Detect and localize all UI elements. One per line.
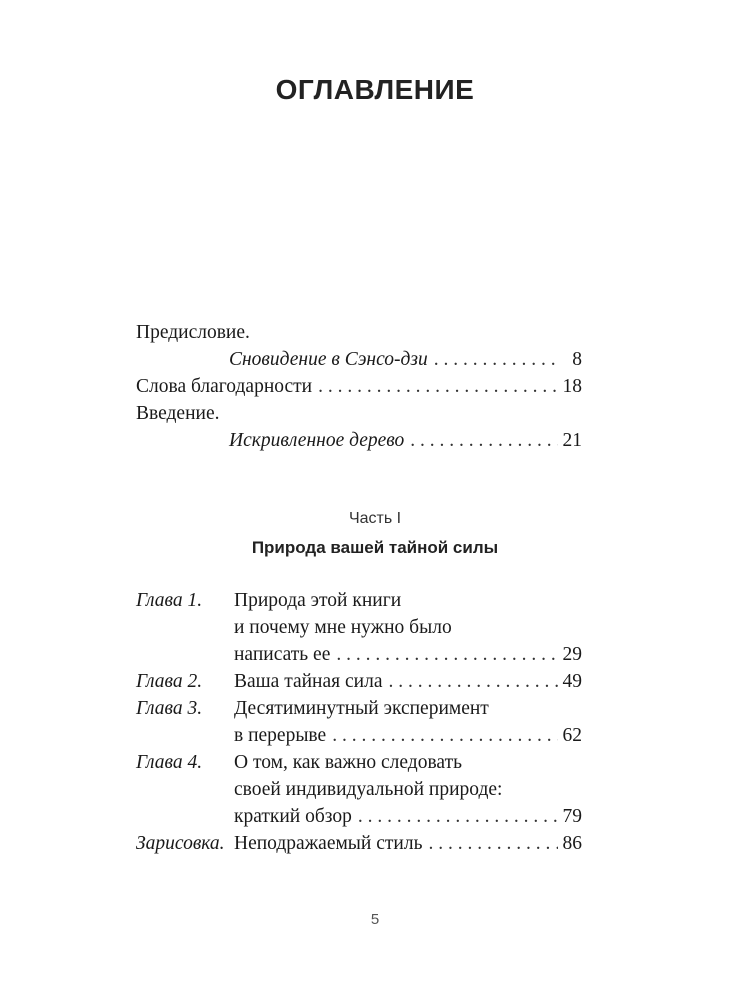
toc-entry-title: Предисловие. [136,322,250,343]
toc-page-number: 62 [562,725,582,746]
chapter-title-line: Ваша тайная сила [234,671,383,692]
toc-entry-title: Введение. [136,403,220,424]
toc-chapter-2[interactable] [136,669,582,695]
part-title: Природа вашей тайной силы [251,538,499,557]
toc-chapter-1-end[interactable] [136,642,582,668]
dot-leader [388,669,558,695]
toc-entry-title: Слова благодарности [136,376,313,397]
dot-leader [434,347,558,373]
chapter-label: Глава 4. [136,752,203,773]
chapter-label: Глава 1. [136,590,203,611]
toc-entry-introduction-sub[interactable] [136,428,582,454]
toc-page-number: 8 [572,349,582,370]
dot-leader [318,374,558,400]
chapter-title-line: написать ее [234,644,331,665]
toc-chapter-1-cont[interactable] [136,615,582,641]
chapter-label: Зарисовка. [136,833,225,854]
chapter-title-line: в перерыве [234,725,327,746]
toc-page-number: 21 [562,430,582,451]
dot-leader [410,428,558,454]
chapter-label: Глава 2. [136,671,203,692]
chapter-title-line: Неподражаемый стиль [234,833,423,854]
toc-page-number: 79 [562,806,582,827]
toc-chapter-3-end[interactable] [136,723,582,749]
toc-entry-subtitle: Сновидение в Сэнсо-дзи [229,349,428,370]
chapter-label: Глава 3. [136,698,203,719]
toc-entry-preface-sub[interactable] [136,347,582,373]
chapter-title-line: своей индивидуальной природе: [234,779,503,800]
chapter-title-line: Десятиминутный эксперимент [234,698,489,719]
page-title: ОГЛАВЛЕНИЕ [275,74,475,105]
chapter-title-line: и почему мне нужно было [234,617,452,638]
toc-chapter-4-cont[interactable] [136,777,582,803]
toc-chapter-4[interactable] [136,750,582,776]
toc-page-number: 49 [562,671,582,692]
toc-chapter-3[interactable] [136,696,582,722]
dot-leader [332,723,558,749]
page-number: 5 [370,911,380,928]
toc-page-number: 18 [562,376,582,397]
toc-entry-acknowledgements[interactable] [136,374,582,400]
dot-leader [428,831,558,857]
chapter-title-line: краткий обзор [234,806,352,827]
toc-chapter-1[interactable] [136,588,582,614]
chapter-title-line: О том, как важно следовать [234,752,462,773]
dot-leader [358,804,558,830]
toc-page-number: 29 [562,644,582,665]
chapter-title-line: Природа этой книги [234,590,402,611]
toc-chapter-4-end[interactable] [136,804,582,830]
toc-page-number: 86 [562,833,582,854]
dot-leader [336,642,558,668]
part-label: Часть I [348,510,402,527]
toc-entry-introduction[interactable] [136,401,582,427]
toc-entry-subtitle: Искривленное дерево [229,430,405,451]
toc-entry-preface[interactable] [136,320,582,346]
toc-sketch[interactable] [136,831,582,857]
